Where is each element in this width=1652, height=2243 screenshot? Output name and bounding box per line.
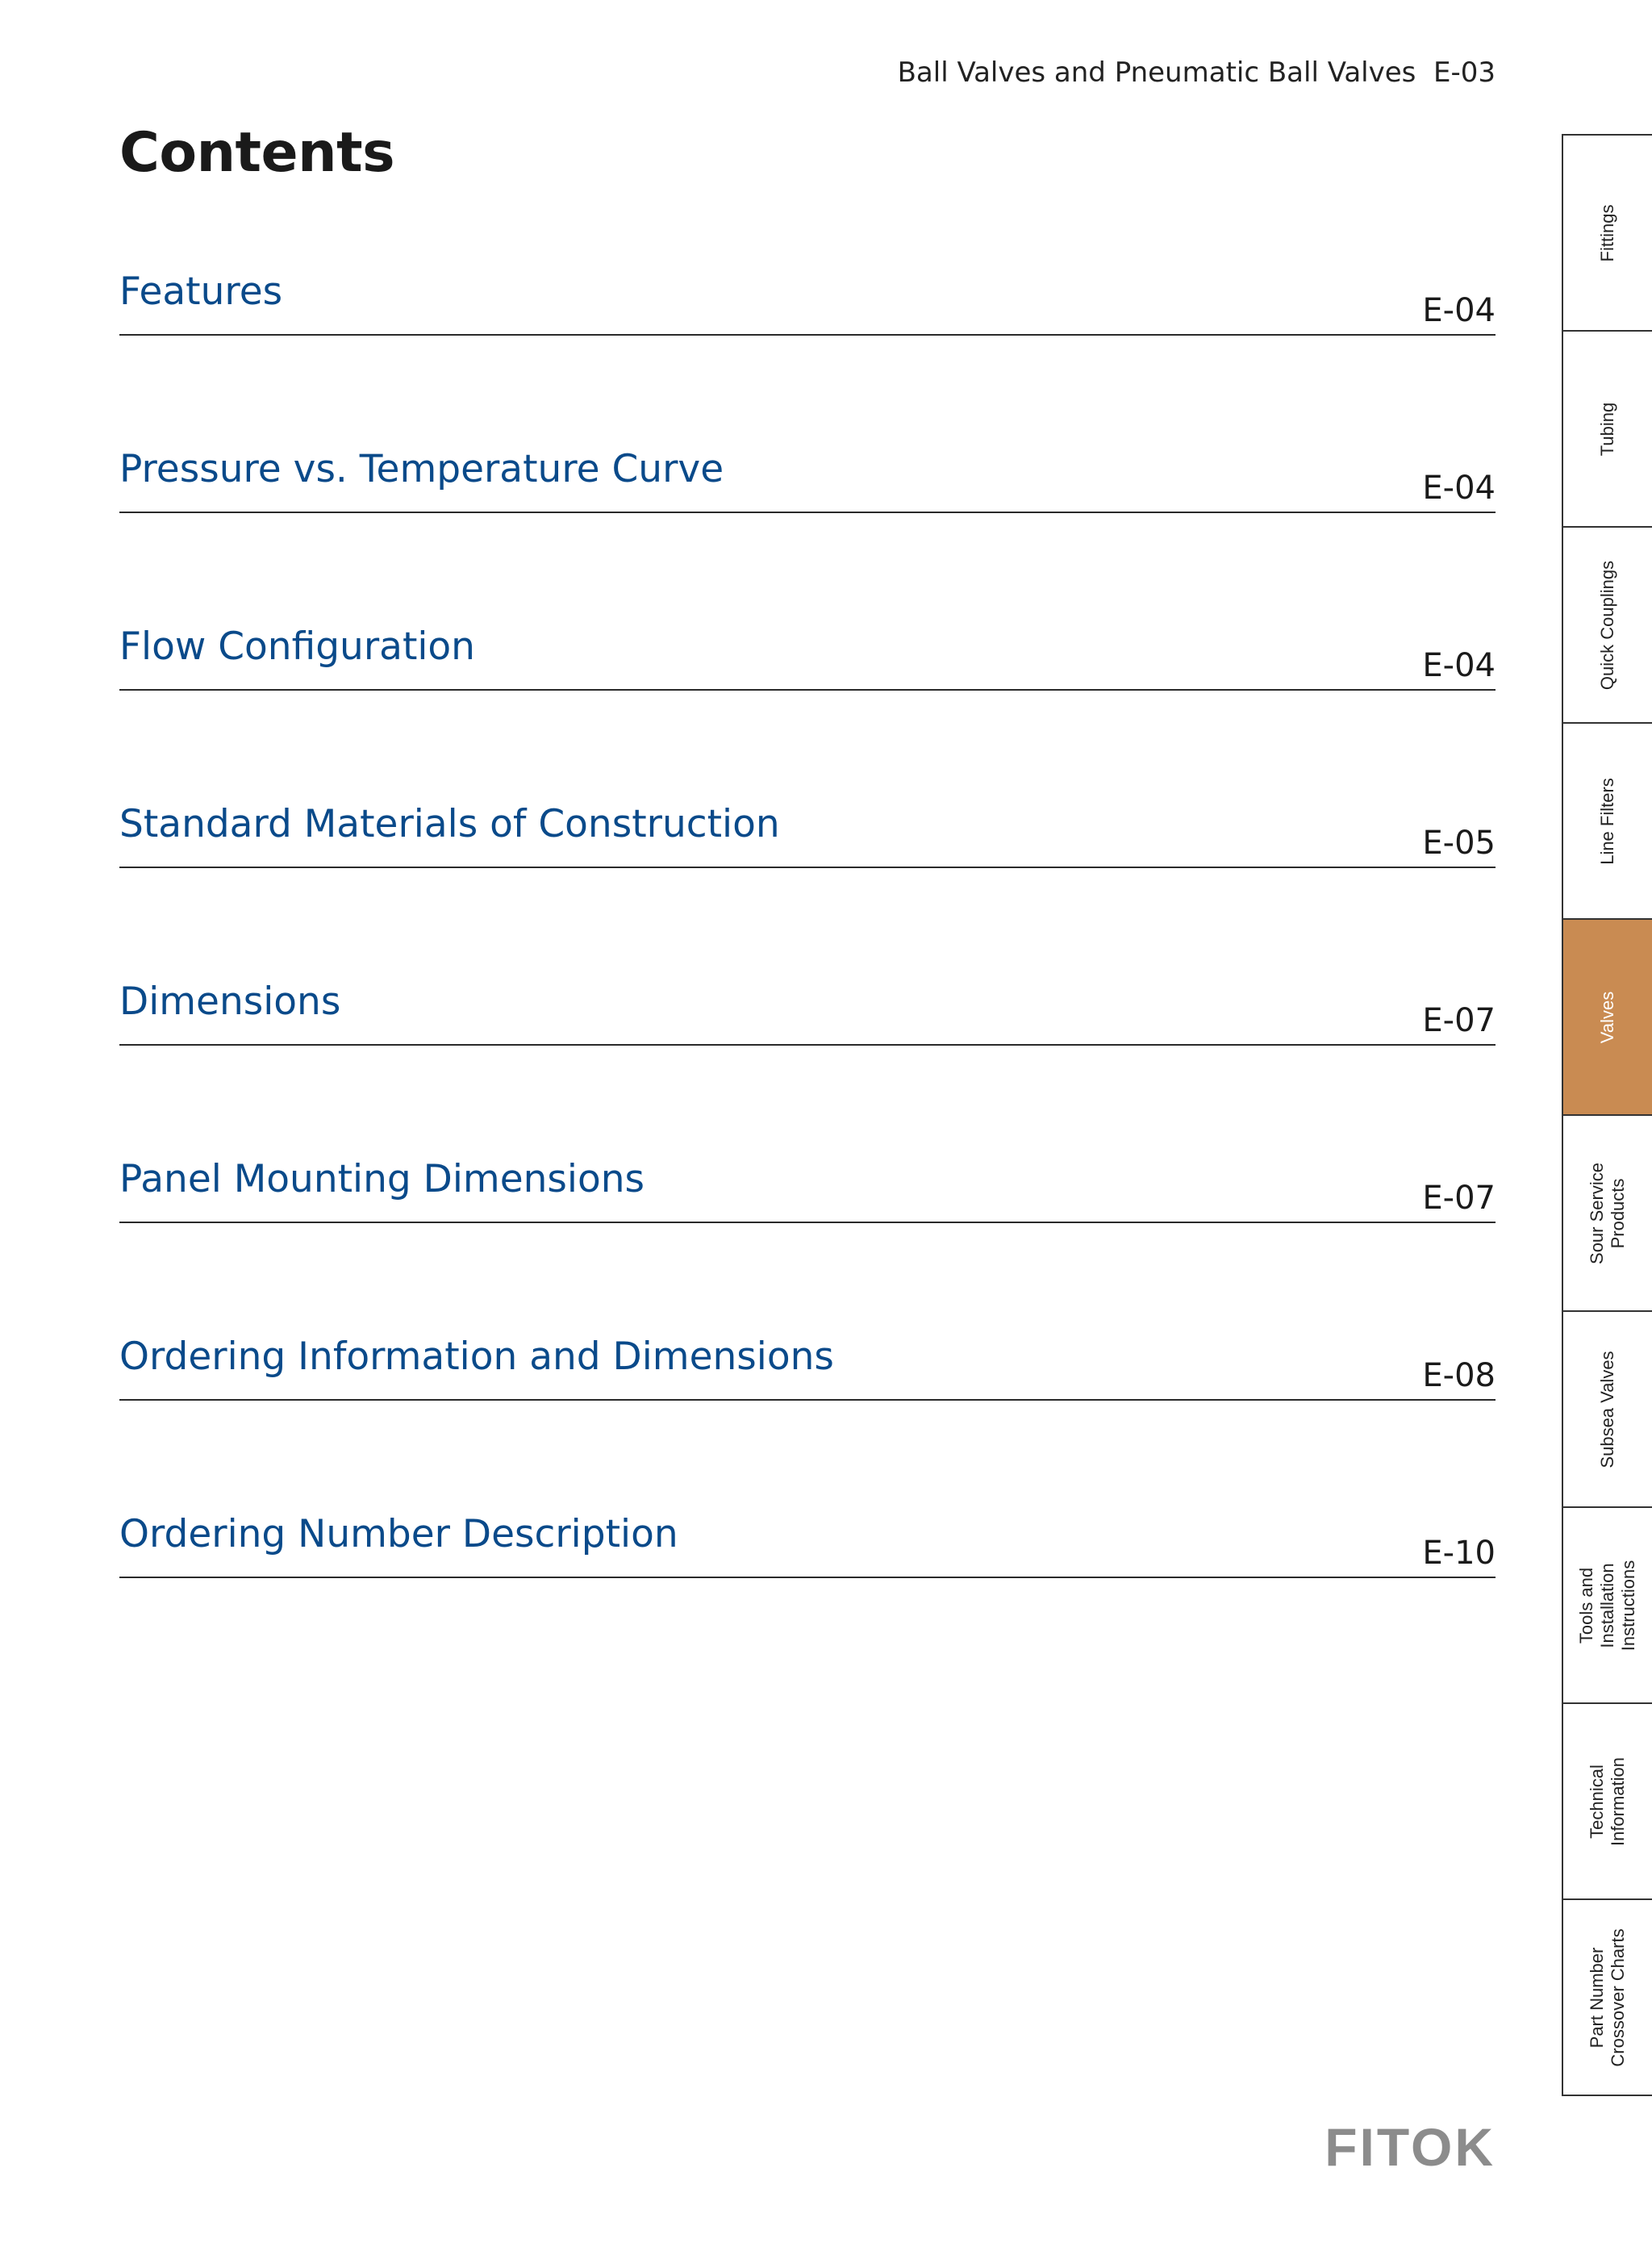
toc-entry-page: E-05 [1422,825,1496,862]
tab-label: Sour Service Products [1587,1162,1628,1264]
toc-entry-dimensions[interactable] [119,979,1496,1046]
toc-entry-title[interactable]: Dimensions [119,979,341,1024]
toc-entry-title[interactable]: Pressure vs. Temperature Curve [119,447,724,491]
toc-entry-page: E-04 [1422,292,1496,329]
toc-entry-title[interactable]: Standard Materials of Construction [119,802,780,846]
tab-label: Technical Information [1587,1756,1628,1846]
toc-entry-standard-materials[interactable] [119,802,1496,868]
section-tabs [1562,134,1652,2096]
tab-label: Valves [1597,991,1617,1043]
tab-quick-couplings[interactable] [1562,528,1652,724]
tab-label: Line Filters [1597,777,1617,865]
tab-technical-information[interactable] [1562,1704,1652,1900]
running-header: Ball Valves and Pneumatic Ball Valves E-03 [897,56,1496,89]
tab-label: Part Number Crossover Charts [1587,1928,1628,2067]
tab-label: Quick Couplings [1597,560,1617,690]
toc-entry-title[interactable]: Flow Configuration [119,624,475,669]
fitok-logo: FITOK [1325,2117,1496,2177]
tab-label: Tubing [1597,402,1617,456]
tab-label: Subsea Valves [1597,1350,1617,1468]
toc-entry-page: E-10 [1422,1535,1496,1572]
tab-sour-service-products[interactable] [1562,1116,1652,1312]
tab-line-filters[interactable] [1562,724,1652,920]
toc-entry-page: E-07 [1422,1180,1496,1217]
tab-subsea-valves[interactable] [1562,1312,1652,1508]
toc-entry-page: E-07 [1422,1002,1496,1039]
toc-entry-title[interactable]: Ordering Information and Dimensions [119,1335,834,1379]
toc-entry-ordering-information[interactable] [119,1335,1496,1401]
toc-entry-pressure-temperature-curve[interactable] [119,447,1496,513]
page-title: Contents [119,121,395,185]
toc-entry-title[interactable]: Features [119,269,283,314]
tab-valves[interactable] [1562,920,1652,1116]
toc-entry-panel-mounting-dimensions[interactable] [119,1157,1496,1223]
toc-entry-page: E-08 [1422,1357,1496,1394]
toc-entry-flow-configuration[interactable] [119,624,1496,691]
toc-entry-page: E-04 [1422,470,1496,507]
toc-entry-features[interactable] [119,269,1496,336]
tab-tools-installation[interactable] [1562,1508,1652,1704]
toc-entry-ordering-number-description[interactable] [119,1512,1496,1578]
tab-fittings[interactable] [1562,136,1652,332]
tab-part-number-crossover[interactable] [1562,1900,1652,2096]
toc-entry-title[interactable]: Ordering Number Description [119,1512,678,1556]
tab-label: Tools and Installation Instructions [1576,1560,1638,1651]
tab-label: Fittings [1597,204,1617,261]
toc-entry-page: E-04 [1422,647,1496,684]
tab-tubing[interactable] [1562,332,1652,528]
toc-entry-title[interactable]: Panel Mounting Dimensions [119,1157,645,1201]
